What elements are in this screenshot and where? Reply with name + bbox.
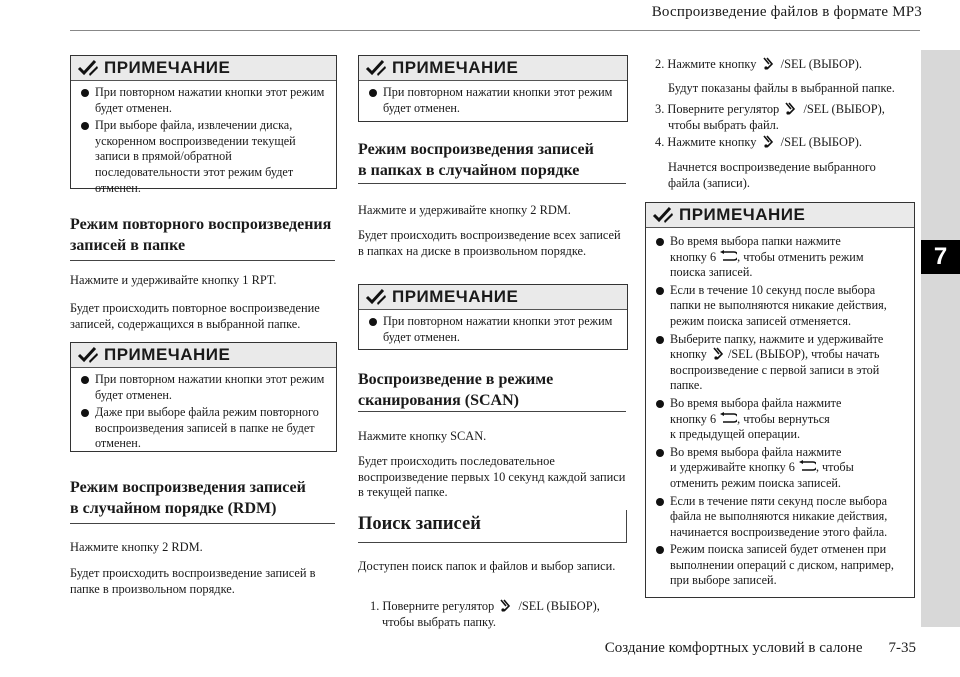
note-item: При повторном нажатии кнопки этот режим будет отменен. [81,372,330,403]
note-header [71,56,336,81]
note-item: Во время выбора папки нажмите кнопку 6 , чтобы отменить режим поиска записей. [656,234,908,281]
section-heading [358,139,626,184]
note-item: При повторном нажатии кнопки этот режим будет отменен. [81,85,330,116]
note-item: При повторном нажатии кнопки этот режим будет отменен. [369,314,621,345]
step-text: чтобы выбрать файл. [668,118,779,132]
note-label: ПРИМЕЧАНИЕ [104,345,231,364]
paragraph: Будет происходить повторное воспроизведение записей, содержащихся в выбранной папке. [70,301,320,331]
section-title-line: записей в папке [70,237,186,254]
note-box [358,284,628,350]
section-heading-boxed [358,510,627,543]
chapter-side-tab [921,50,960,627]
paragraph: Нажмите и удерживайте кнопку 1 RPT. [70,273,277,287]
note-label: ПРИМЕЧАНИЕ [679,205,806,224]
back-button-icon [798,460,816,472]
paragraph: Будет происходить воспроизведение записей в папке в произвольном порядке. [70,566,316,596]
note-box [70,55,337,195]
paragraph: Нажмите кнопку SCAN. [358,429,487,443]
step-text: /SEL (ВЫБОР), [518,599,600,613]
note-box [358,55,628,122]
step-note: Начнется воспроизведение выбранного файла (записи). [668,160,876,190]
note-header [646,203,914,228]
note-item: Если в течение 10 секунд после выбора папки не выполняются никакие действия, режим поиска записей отменяется. [656,283,908,330]
step-text: 2. Нажмите кнопку [655,57,757,71]
tune-knob-icon [760,135,778,148]
tune-knob-icon [782,102,800,115]
step-text: /SEL (ВЫБОР). [780,57,863,71]
step-text: /SEL (ВЫБОР). [780,135,863,149]
note-item: Даже при выборе файла режим повторного воспроизведения записей в папке не будет отменен. [81,405,330,452]
note-pencil-icon [365,288,387,306]
header-rule [70,30,920,31]
note-pencil-icon [77,346,99,364]
section-heading [70,477,335,524]
paragraph: Будет происходить последовательное воспроизведение первых 10 секунд каждой записи в текущей папке. [358,454,626,499]
section-heading [70,214,335,261]
note-item: Выберите папку, нажмите и удерживайте кнопку /SEL (ВЫБОР), чтобы начать воспроизведение с первой записи в этой папке. [656,332,908,394]
back-button-icon [719,250,737,262]
section-title-line: сканирования (SCAN) [358,392,519,409]
step-2 [655,56,915,72]
note-pencil-icon [77,59,99,77]
footer-section: Создание комфортных условий в салоне [604,640,863,656]
section-title-line: Воспроизведение в режиме [358,371,554,388]
page-footer [605,640,916,657]
step-note: Будут показаны файлы в выбранной папке. [668,81,895,95]
section-title-line: Режим воспроизведения записей [358,141,594,158]
back-button-icon [719,412,737,424]
section-title-line: в папках в случайном порядке [358,162,580,179]
step-text: 1. Поверните регулятор [370,599,495,613]
note-label: ПРИМЕЧАНИЕ [392,287,519,306]
note-box [645,202,915,598]
section-title-line: Режим повторного воспроизведения [70,216,332,233]
note-pencil-icon [365,59,387,77]
note-header [359,56,627,81]
note-item: Если в течение пяти секунд после выбора файла не выполняются никакие действия, начинается воспроизведение этого файла. [656,494,908,541]
section-heading [358,369,626,412]
page-number: 7-35 [888,640,916,656]
step-text: 3. Поверните регулятор [655,102,780,116]
step-3 [655,101,915,133]
paragraph: Будет происходить воспроизведение всех записей в папках на диске в произвольном порядке. [358,228,621,258]
paragraph: Нажмите и удерживайте кнопку 2 RDM. [358,203,571,217]
paragraph: Доступен поиск папок и файлов и выбор записи. [358,559,616,573]
step-text: /SEL (ВЫБОР), [803,102,885,116]
step-text: чтобы выбрать папку. [382,615,496,629]
step-1 [370,598,626,630]
tune-knob-icon [760,57,778,70]
note-item: Во время выбора файла нажмите и удерживайте кнопку 6 , чтобы отменить режим поиска записей. [656,445,908,492]
page-header-title: Воспроизведение файлов в формате MP3 [651,4,922,20]
tune-knob-icon [710,347,728,360]
note-label: ПРИМЕЧАНИЕ [392,58,519,77]
note-label: ПРИМЕЧАНИЕ [104,58,231,77]
note-item: Режим поиска записей будет отменен при выполнении операций с диском, например, при выборе записей. [656,542,908,589]
step-text: 4. Нажмите кнопку [655,135,757,149]
section-title-line: в случайном порядке (RDM) [70,500,277,517]
note-box [70,342,337,452]
note-item: Во время выбора файла нажмите кнопку 6 , чтобы вернуться к предыдущей операции. [656,396,908,443]
section-title-line: Режим воспроизведения записей [70,479,306,496]
tune-knob-icon [497,599,515,612]
chapter-number: 7 [921,240,960,274]
note-pencil-icon [652,206,674,224]
note-item: При повторном нажатии кнопки этот режим будет отменен. [369,85,621,116]
step-4 [655,134,915,150]
note-header [71,343,336,368]
section-title: Поиск записей [358,514,481,534]
note-header [359,285,627,310]
note-item: При выборе файла, извлечении диска, ускоренном воспроизведении текущей записи в прямой/обратной последовательности этот режим будет отменен. [81,118,330,196]
paragraph: Нажмите кнопку 2 RDM. [70,540,203,554]
